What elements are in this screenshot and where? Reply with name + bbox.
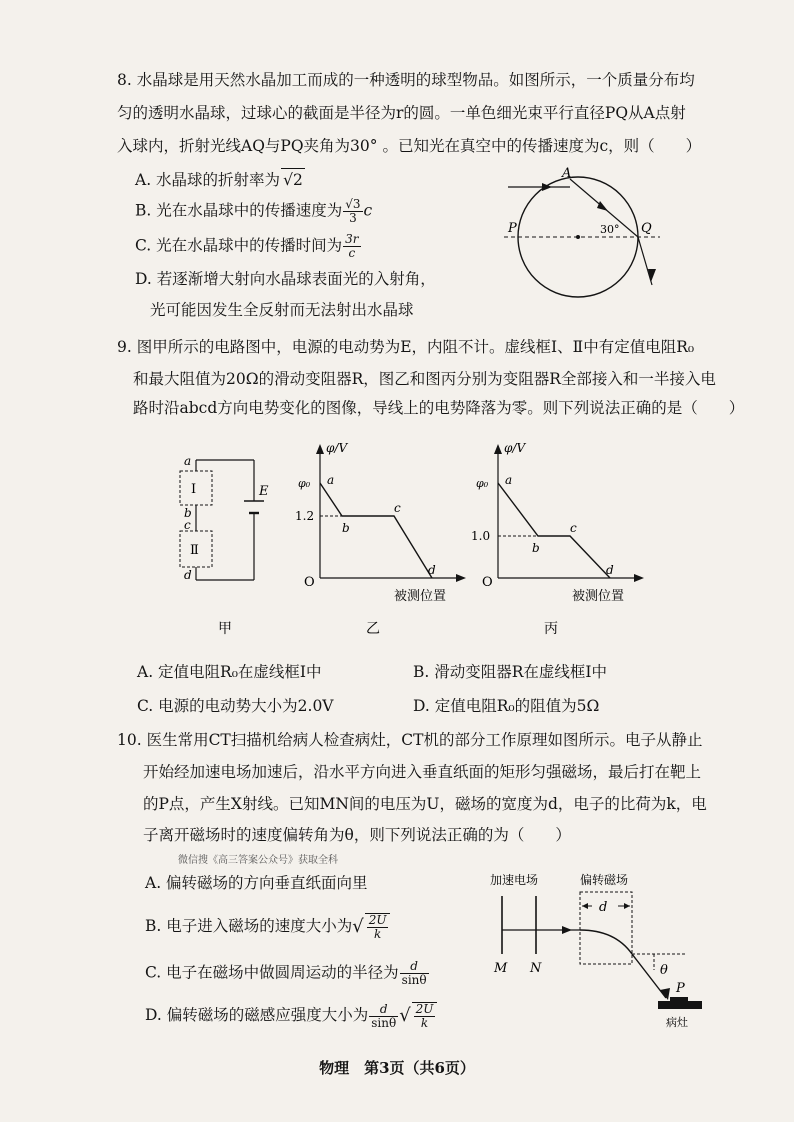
q8-line2: 匀的透明水晶球，过球心的截面是半径为r的圆。一单色细光束平行直径PQ从A点射 [117, 104, 686, 122]
q10-option-b-num: 2U [368, 913, 387, 927]
q10-option-c-text: C. 电子在磁场中做圆周运动的半径为 [145, 963, 399, 982]
q10-option-d-fraction2 [412, 1002, 438, 1030]
yi-label-a: a [327, 473, 335, 487]
emf-label: E [259, 484, 269, 499]
q9-graph-yi [290, 440, 480, 645]
yi-label-c: c [394, 501, 401, 515]
q8-option-a-text: A. 水晶球的折射率为 [135, 171, 281, 189]
q8-option-d-line2: 光可能因发生全反射而无法射出水晶球 [150, 301, 414, 319]
q10-option-c-fraction [400, 960, 429, 987]
theta-label: θ [660, 963, 668, 978]
width-d-arrow-left [582, 903, 588, 909]
target-lesion [658, 1001, 702, 1009]
target-bump [670, 997, 688, 1002]
fig-label-p: P [508, 221, 517, 236]
yi-label-b: b [342, 521, 350, 535]
q10-option-b: B. 电子进入磁场的速度大小为√ $\frac{2U}{k}$ [145, 913, 391, 941]
watermark-text: 微信搜《高三答案公众号》获取全科 [178, 855, 338, 866]
fig-angle: 30° [600, 223, 620, 236]
q10-option-c-den: sinθ [401, 973, 427, 987]
q10-option-d-den2: k [420, 1016, 429, 1030]
page-footer: 物理 第3页（共6页） [319, 1059, 475, 1077]
bing-y-arrow [494, 444, 502, 454]
bing-tick-1.0: 1.0 [471, 529, 491, 543]
q9-option-b: B. 滑动变阻器R在虚线框Ⅰ中 [413, 663, 608, 681]
yi-label-d: d [428, 563, 436, 577]
yi-origin: O [304, 575, 315, 590]
q9-circuit-figure [170, 445, 280, 645]
q9-option-c: C. 电源的电动势大小为2.0V [137, 697, 334, 715]
box-i-label: Ⅰ [191, 482, 197, 497]
circuit-label-c: c [184, 518, 191, 532]
q10-option-b-fraction [365, 913, 391, 941]
yi-tick-1.2: 1.2 [295, 509, 315, 523]
plate-n-label: N [530, 961, 542, 976]
deflect-field-label: 偏转磁场 [580, 873, 629, 887]
fig-label-a: A [562, 166, 572, 181]
circuit-caption: 甲 [218, 621, 232, 637]
q8-option-c-num: 3r [345, 232, 359, 246]
point-p-label: P [676, 981, 685, 996]
exit-ray [638, 237, 652, 285]
bing-label-c: c [570, 521, 577, 535]
refracted-arrow [597, 201, 608, 211]
q10-line1: 10. 医生常用CT扫描机给病人检查病灶，CT机的部分工作原理如图所示。电子从静止 [117, 731, 703, 749]
q10-option-d-num1: d [369, 1003, 398, 1017]
box-ii-label: Ⅱ [190, 543, 199, 558]
yi-potential-curve [320, 483, 432, 578]
q10-option-b-text: B. 电子进入磁场的速度大小为 [145, 917, 353, 935]
q10-option-d-den1: sinθ [371, 1015, 397, 1030]
yi-y-arrow [316, 444, 324, 454]
q10-line2: 开始经加速电场加速后，沿水平方向进入垂直纸面的矩形匀强磁场，最后打在靶上 [143, 763, 702, 781]
center-dot [576, 235, 580, 239]
bing-phi0: φ₀ [476, 477, 489, 490]
q8-option-b-num: √3 [345, 197, 361, 211]
q9-option-d: D. 定值电阻R₀的阻值为5Ω [413, 697, 600, 715]
bing-x-arrow [634, 574, 644, 582]
bing-xlabel: 被测位置 [572, 589, 625, 604]
q8-ball-figure [500, 165, 670, 315]
q8-line3: 入球内，折射光线AQ与PQ夹角为30° 。已知光在真空中的传播速度为c，则（ ） [117, 137, 702, 155]
q10-option-b-den: k [373, 927, 382, 941]
q8-option-a-math: √2 [281, 168, 305, 191]
yi-caption: 乙 [366, 621, 380, 637]
fig-label-q: Q [641, 221, 652, 236]
q9-line2: 和最大阻值为20Ω的滑动变阻器R，图乙和图丙分别为变阻器R全部接入和一半接入电 [133, 370, 716, 388]
q8-option-c-den: c [348, 246, 356, 260]
q10-option-d: D. 偏转磁场的磁感应强度大小为 $\frac{d}{\sin\theta}$ √ $\frac{2U}{k}$ [145, 1002, 438, 1030]
q8-option-b-fraction [343, 198, 362, 225]
q9-option-a: A. 定值电阻R₀在虚线框Ⅰ中 [137, 663, 322, 681]
bing-ylabel: φ/V [504, 441, 526, 455]
q9-line3: 路时沿abcd方向电势变化的图像，导线上的电势降落为零。则下列说法正确的是（ ） [133, 399, 745, 417]
q10-option-d-text: D. 偏转磁场的磁感应强度大小为 [145, 1006, 369, 1024]
q10-option-c-num: d [400, 960, 429, 974]
yi-ylabel: φ/V [326, 441, 348, 455]
q8-option-b [135, 198, 372, 225]
beam-arrow [562, 926, 572, 934]
bing-label-b: b [532, 541, 540, 555]
bing-caption: 丙 [544, 621, 558, 637]
lesion-label: 病灶 [666, 1016, 688, 1029]
q10-option-c [145, 960, 430, 987]
q9-graph-bing [468, 440, 658, 645]
q10-ct-figure [480, 868, 710, 1033]
q10-line3: 的P点，产生X射线。已知MN间的电压为U，磁场的宽度为d，电子的比荷为k，电 [143, 795, 707, 813]
q10-line4: 子离开磁场时的速度偏转角为θ，则下列说法正确的为（ ） [143, 826, 571, 844]
circuit-label-b: b [184, 506, 192, 520]
yi-phi0: φ₀ [298, 477, 311, 490]
q8-line1: 8. 水晶球是用天然水晶加工而成的一种透明的球型物品。如图所示，一个质量分布均 [117, 71, 695, 89]
bing-origin: O [482, 575, 493, 590]
q8-option-c-fraction [343, 233, 360, 260]
q8-option-b-den: 3 [349, 211, 357, 225]
q8-option-b-tail: c [363, 201, 373, 220]
bing-label-a: a [505, 473, 513, 487]
q9-line1: 9. 图甲所示的电路图中，电源的电动势为E，内阻不计。虚线框Ⅰ、Ⅱ中有定值电阻R₀ [117, 338, 695, 356]
width-d-label: d [599, 900, 608, 915]
q8-option-b-text: B. 光在水晶球中的传播速度为 [135, 201, 343, 220]
q8-option-a [135, 168, 305, 191]
q10-option-d-fraction1 [369, 1003, 398, 1030]
yi-x-arrow [456, 574, 466, 582]
circuit-label-a: a [184, 454, 192, 468]
bing-potential-curve [498, 483, 610, 578]
accel-field-label: 加速电场 [490, 873, 539, 887]
q10-option-d-num2: 2U [415, 1002, 434, 1016]
width-d-arrow-right [624, 903, 630, 909]
q8-option-c [135, 233, 362, 260]
beam-tip-arrow [660, 988, 670, 1000]
q8-option-c-text: C. 光在水晶球中的传播时间为 [135, 236, 343, 255]
circuit-label-d: d [184, 568, 192, 582]
q8-option-d-line1: D. 若逐渐增大射向水晶球表面光的入射角， [135, 270, 436, 288]
yi-xlabel: 被测位置 [394, 589, 447, 604]
bing-label-d: d [606, 563, 614, 577]
plate-m-label: M [494, 961, 508, 976]
q10-option-a: A. 偏转磁场的方向垂直纸面向里 [145, 874, 368, 892]
